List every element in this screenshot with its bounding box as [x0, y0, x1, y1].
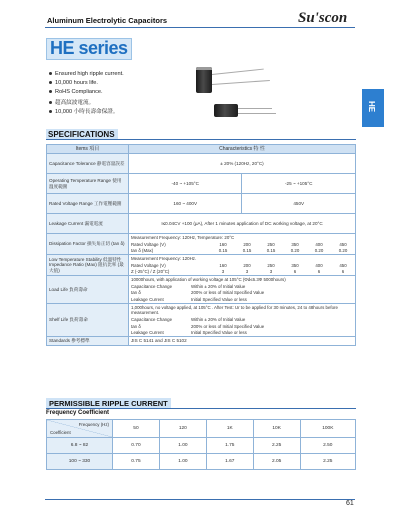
leakage-current-label: Leakage Current 漏電電流 — [47, 214, 129, 234]
coefficient-value: 2.05 — [253, 454, 300, 470]
dissipation-condition: Measurement Frequency: 120Hz, Temperature: 20°C — [131, 234, 235, 240]
impedance-ratio-value: 3 — [245, 269, 249, 275]
coefficient-value: 2.25 — [300, 454, 355, 470]
coefficient-value: 1.00 — [159, 454, 206, 470]
load-life-item-value: 200% or less of Initial Specified Value — [191, 290, 265, 296]
voltage-value: 350 — [291, 241, 299, 247]
operating-temp-label: Operating Temperature Range 使用溫度範圍 — [47, 174, 129, 194]
category-title: Aluminum Electrolytic Capacitors — [47, 16, 168, 25]
load-life-item-value: Within ± 20% of Initial Value — [191, 283, 246, 289]
frequency-header: 10K — [253, 420, 300, 438]
ripple-rule — [46, 408, 356, 409]
impedance-ratio-value: 3 — [221, 269, 225, 275]
rated-voltage-value-1: 160 ~ 400V — [129, 194, 242, 214]
load-life-label: Load Life 負荷壽命 — [47, 276, 129, 304]
ripple-coefficient-table — [46, 419, 356, 470]
coefficient-value: 1.00 — [159, 438, 206, 454]
shelf-life-item-value: Initial Specified Value or less — [191, 330, 247, 336]
load-life-item-key: Leakage Current — [131, 297, 164, 303]
capacitance-range-label: 6.8 ~ 82 — [47, 438, 113, 454]
capacitance-tolerance-label: Capacitance Tolerance 静電容量誤差 — [47, 154, 129, 174]
series-side-tab: HE — [362, 89, 384, 127]
low-temp-condition: Measurement Frequency: 120Hz. — [131, 255, 197, 261]
impedance-ratio-value: 3 — [269, 269, 273, 275]
frequency-header: 100K — [300, 420, 355, 438]
rated-voltage-label: Rated Voltage Range 工作電壓範圍 — [47, 194, 129, 214]
standards-label: Standards 參考標準 — [47, 337, 129, 346]
voltage-value: 250 — [267, 241, 275, 247]
shelf-life-table — [129, 304, 355, 336]
impedance-ratio-value: 6 — [293, 269, 297, 275]
header-rule — [45, 27, 355, 28]
dissipation-row-label: Rated Voltage (V) — [131, 241, 166, 247]
coefficient-value: 2.50 — [300, 438, 355, 454]
voltage-value: 450 — [339, 241, 347, 247]
frequency-header: 50 — [113, 420, 160, 438]
capacitance-tolerance-value: ± 20% (120Hz, 20°C) — [129, 154, 356, 174]
dissipation-factor-table — [129, 234, 355, 254]
voltage-value: 350 — [291, 262, 299, 268]
capacitance-range-label: 100 ~ 330 — [47, 454, 113, 470]
characteristics-header: Characteristics 特 性 — [129, 145, 356, 154]
table-corner-cell — [47, 420, 112, 437]
bullet-icon — [49, 101, 52, 104]
bullet-icon — [49, 81, 52, 84]
load-life-item-key: Capacitance Change — [131, 283, 173, 289]
frequency-header: 1K — [206, 420, 253, 438]
feature-item: 超高紋波電流。 — [49, 98, 94, 106]
items-header: Items 項目 — [47, 145, 129, 154]
bullet-icon — [49, 110, 52, 113]
low-temp-stability-table — [129, 255, 355, 275]
feature-item: 10,000 小時長壽命保證。 — [49, 107, 118, 115]
load-life-item-key: tan δ — [131, 290, 141, 296]
bullet-icon — [49, 90, 52, 93]
frequency-header: 120 — [159, 420, 206, 438]
brand-logo: Su'scon — [298, 10, 348, 26]
low-temp-row-label: Z (-25°C) / Z (20°C) — [131, 269, 170, 275]
rated-voltage-value-2: 450V — [242, 194, 356, 214]
load-life-condition: 10000hours, with application of working voltage at 105°C (Φd≤6.3Φ 5000hours) — [131, 276, 286, 282]
tan-delta-value: 0.15 — [242, 248, 252, 254]
tan-delta-value: 0.20 — [290, 248, 300, 254]
footer-rule — [45, 499, 355, 500]
voltage-value: 160 — [219, 241, 227, 247]
operating-temp-value-1: -40 ~ +105°C — [129, 174, 242, 194]
series-title: HE series — [50, 38, 128, 58]
coefficient-value: 1.67 — [206, 454, 253, 470]
operating-temp-value-2: -25 ~ +105°C — [242, 174, 356, 194]
voltage-value: 450 — [339, 262, 347, 268]
low-temp-stability-label: Low Temperature Stability 低溫特性 Impedance Ratio (Max) 阻抗比率 (最大值) — [47, 255, 129, 276]
coefficient-value: 2.25 — [253, 438, 300, 454]
standards-value: JIS C 5141 and JIS C 5102 — [129, 337, 356, 346]
tan-delta-value: 0.20 — [338, 248, 348, 254]
shelf-life-item-key: Capacitance Change — [131, 316, 173, 322]
tan-delta-value: 0.15 — [266, 248, 276, 254]
frequency-coefficient-title: Frequency Coefficient — [46, 410, 110, 416]
low-temp-row-label: Rated Voltage (V) — [131, 262, 166, 268]
coefficient-axis-label: Coefficient — [50, 430, 71, 435]
dissipation-row-label: tan δ (Max) — [131, 248, 154, 254]
specifications-title: SPECIFICATIONS — [46, 129, 118, 139]
page-number: 61 — [346, 500, 354, 507]
frequency-axis-label: Frequency (Hz) — [78, 422, 109, 427]
tan-delta-value: 0.15 — [218, 248, 228, 254]
bullet-icon — [49, 72, 52, 75]
load-life-table — [129, 276, 355, 303]
shelf-life-item-key: Leakage Current — [131, 330, 164, 336]
specifications-rule — [46, 139, 356, 140]
shelf-life-label: Shelf Life 負荷壽命 — [47, 304, 129, 337]
ripple-current-title: PERMISSIBLE RIPPLE CURRENT — [46, 398, 171, 409]
voltage-value: 400 — [315, 262, 323, 268]
voltage-value: 200 — [243, 262, 251, 268]
leakage-current-value: I≤0.04CV +100 (μA), After 1 minutes application of DC working voltage, at 20°C — [129, 214, 356, 234]
shelf-life-item-value: 200% or less of Initial Specified Value — [191, 323, 265, 329]
specifications-table — [46, 144, 356, 346]
voltage-value: 160 — [219, 262, 227, 268]
feature-item: 10,000 hours life. — [49, 80, 98, 86]
dissipation-factor-label: Dissipation Factor 損失角正切 (tan δ) — [47, 234, 129, 255]
tan-delta-value: 0.20 — [314, 248, 324, 254]
shelf-life-item-value: Within ± 20% of Initial Value — [191, 316, 246, 322]
shelf-life-item-key: tan δ — [131, 323, 141, 329]
voltage-value: 200 — [243, 241, 251, 247]
impedance-ratio-value: 6 — [341, 269, 345, 275]
coefficient-value: 0.70 — [113, 438, 160, 454]
voltage-value: 400 — [315, 241, 323, 247]
coefficient-value: 0.75 — [113, 454, 160, 470]
load-life-item-value: Initial Specified Value or less — [191, 297, 247, 303]
feature-item: Ensured high ripple current. — [49, 71, 124, 77]
impedance-ratio-value: 6 — [317, 269, 321, 275]
voltage-value: 250 — [267, 262, 275, 268]
feature-item: RoHS Compliance. — [49, 89, 103, 95]
coefficient-value: 1.75 — [206, 438, 253, 454]
shelf-life-condition: 1,000hours, no voltage applied, at 105°C . After Test: Ur to be applied for 30 minutes, 24 to 48hours before measurement. — [131, 304, 338, 316]
